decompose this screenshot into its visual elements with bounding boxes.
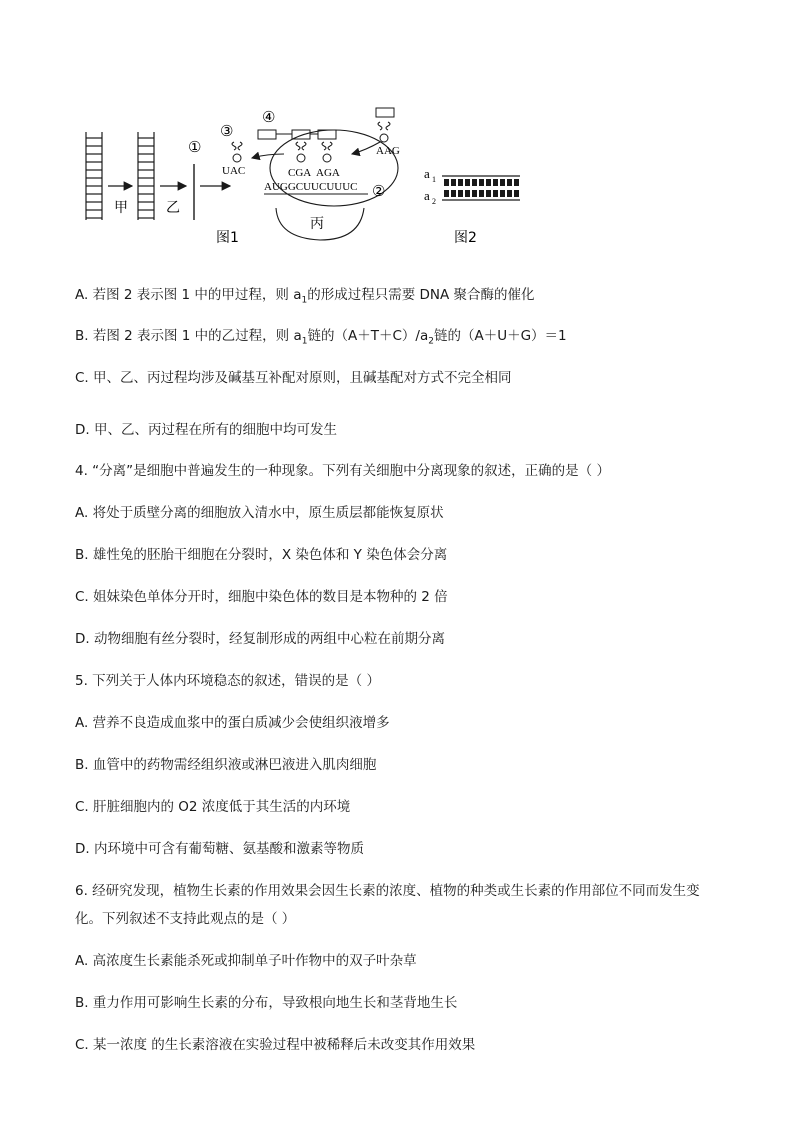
- num-1: ①: [188, 140, 202, 156]
- q6-option-c: C. 某一浓度 的生长素溶液在实验过程中被稀释后未改变其作用效果: [75, 1037, 476, 1053]
- arrow-trna-exit: [252, 154, 284, 158]
- anticodon-aga: AGA: [316, 167, 340, 179]
- dna-ladder-middle: [138, 132, 154, 220]
- strand-a2-letter: a: [424, 188, 430, 203]
- q3-option-b: B. 若图 2 表示图 1 中的乙过程，则 $a_1$链的$(A+T+C)/a_2$链的（A＋U＋G）＝1: [75, 328, 567, 347]
- strand-a1-letter: a: [424, 166, 430, 181]
- fig1-caption: 图1: [216, 230, 239, 246]
- codon-uac: UAC: [222, 165, 246, 177]
- label-yi: 乙: [166, 200, 180, 216]
- q6-option-a: A. 高浓度生长素能杀死或抑制单子叶作物中的双子叶杂草: [75, 953, 417, 969]
- q6-option-b: B. 重力作用可影响生长素的分布，导致根向地生长和茎背地生长: [75, 995, 458, 1011]
- q5-stem: 5. 下列关于人体内环境稳态的叙述，错误的是（ ）: [75, 673, 380, 689]
- q4-stem: 4. “分离”是细胞中普遍发生的一种现象。下列有关细胞中分离现象的叙述，正确的是（ ）: [75, 463, 610, 479]
- figure2-double-strand: [442, 176, 520, 200]
- q4-option-c: C. 姐妹染色单体分开时，细胞中染色体的数目是本物种的 2 倍: [75, 589, 448, 605]
- mrna-sequence: AUGGCUUCUUUC: [264, 181, 358, 193]
- q4-option-a: A. 将处于质壁分离的细胞放入清水中，原生质层都能恢复原状: [75, 505, 444, 521]
- strand-a2-sub: 2: [432, 197, 436, 206]
- q4-option-b: B. 雄性兔的胚胎干细胞在分裂时，X 染色体和 Y 染色体会分离: [75, 547, 448, 563]
- q6-stem-line-2: 化。下列叙述不支持此观点的是（ ）: [75, 911, 296, 927]
- peptide-chain: [258, 130, 336, 139]
- num-3: ③: [220, 124, 234, 140]
- q5-option-c: C. 肝脏细胞内的 O2 浓度低于其生活的内环境: [75, 799, 351, 815]
- label-bing: 丙: [310, 216, 324, 232]
- dna-ladder-left: [86, 132, 102, 220]
- q6-stem-line-1: 6. 经研究发现，植物生长素的作用效果会因生长素的浓度、植物的种类或生长素的作用部位不同而发生变: [75, 883, 700, 899]
- num-4: ④: [262, 110, 276, 126]
- q4-option-d: D. 动物细胞有丝分裂时，经复制形成的两组中心粒在前期分离: [75, 631, 445, 647]
- q3-option-a: A. 若图 2 表示图 1 中的甲过程，则 $a_1$的形成过程只需要 DNA 聚合酶的催化: [75, 287, 535, 306]
- anticodon-cga: CGA: [288, 167, 312, 179]
- figure-svg: [70, 96, 530, 256]
- q5-option-d: D. 内环境中可含有葡萄糖、氨基酸和激素等物质: [75, 841, 364, 857]
- num-2: ②: [372, 184, 386, 200]
- trna-ribosome-left: [296, 142, 306, 162]
- figure-1-and-2: [70, 96, 530, 256]
- label-jia: 甲: [114, 200, 128, 216]
- trna-ribosome-right: [322, 142, 332, 162]
- strand-a1-sub: 1: [432, 175, 436, 184]
- q5-option-a: A. 营养不良造成血浆中的蛋白质减少会使组织液增多: [75, 715, 390, 731]
- q5-option-b: B. 血管中的药物需经组织液或淋巴液进入肌肉细胞: [75, 757, 377, 773]
- trna-3: [232, 142, 242, 162]
- fig2-caption: 图2: [454, 230, 477, 246]
- q3-option-c: C. 甲、乙、丙过程均涉及碱基互补配对原则，且碱基配对方式不完全相同: [75, 370, 512, 386]
- anticodon-aag: AAG: [376, 145, 400, 157]
- trna-incoming: [376, 108, 394, 142]
- q3-option-d: D. 甲、乙、丙过程在所有的细胞中均可发生: [75, 422, 337, 438]
